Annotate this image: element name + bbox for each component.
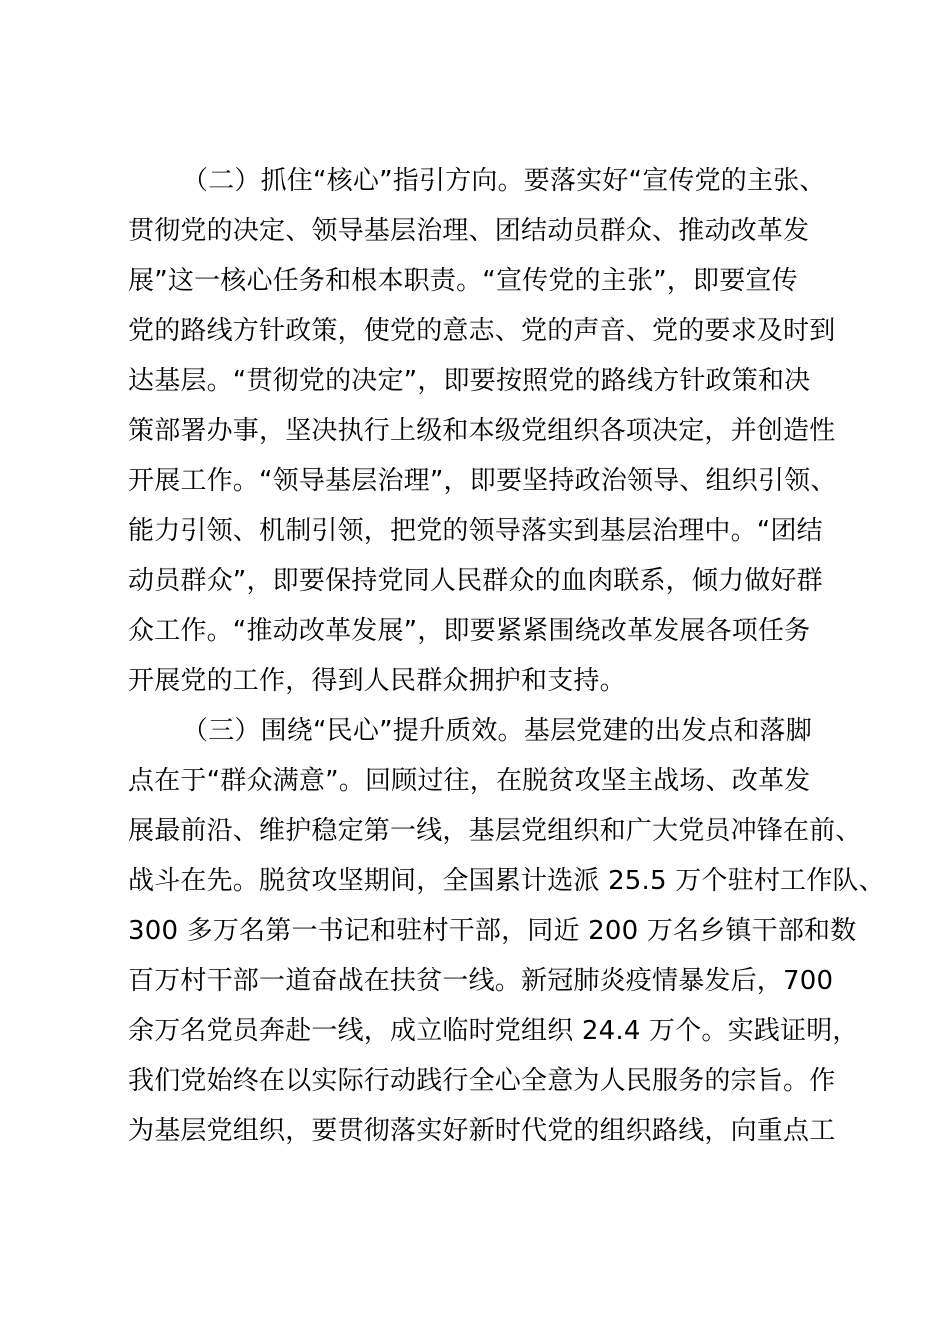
- paragraph-line: 战斗在先。脱贫攻坚期间，全国累计选派 25.5 万个驻村工作队、: [128, 866, 885, 896]
- paragraph-line: 策部署办事，坚决执行上级和本级党组织各项决定，并创造性: [128, 416, 836, 446]
- paragraph-line: 为基层党组织，要贯彻落实好新时代党的组织路线，向重点工: [128, 1116, 836, 1146]
- paragraph-line: 动员群众”，即要保持党同人民群众的血肉联系，倾力做好群: [128, 566, 823, 596]
- paragraph-public-support: [128, 706, 885, 1156]
- paragraph-line: 众工作。“推动改革发展”，即要紧紧围绕改革发展各项任务: [128, 616, 811, 646]
- paragraph-line: 我们党始终在以实际行动践行全心全意为人民服务的宗旨。作: [128, 1066, 836, 1096]
- paragraph-line: 党的路线方针政策，使党的意志、党的声音、党的要求及时到: [128, 316, 836, 346]
- paragraph-line: （二）抓住“核心”指引方向。要落实好“宣传党的主张、: [182, 166, 826, 196]
- paragraph-line: 点在于“群众满意”。回顾过往，在脱贫攻坚主战场、改革发: [128, 766, 811, 796]
- paragraph-line: 贯彻党的决定、领导基层治理、团结动员群众、推动改革发: [128, 216, 810, 246]
- paragraph-line: 展最前沿、维护稳定第一线，基层党组织和广大党员冲锋在前、: [128, 816, 862, 846]
- paragraph-core-direction: [128, 156, 848, 706]
- paragraph-line: 300 多万名第一书记和驻村干部，同近 200 万名乡镇干部和数: [128, 916, 857, 946]
- body-text: [128, 156, 885, 1156]
- paragraph-line: 余万名党员奔赴一线，成立临时党组织 24.4 万个。实践证明，: [128, 1016, 859, 1046]
- paragraph-line: （三）围绕“民心”提升质效。基层党建的出发点和落脚: [182, 716, 812, 746]
- paragraph-line: 达基层。“贯彻党的决定”，即要按照党的路线方针政策和决: [128, 366, 811, 396]
- paragraph-line: 百万村干部一道奋战在扶贫一线。新冠肺炎疫情暴发后，700: [128, 966, 834, 996]
- paragraph-line: 开展党的工作，得到人民群众拥护和支持。: [128, 666, 626, 696]
- paragraph-line: 能力引领、机制引领，把党的领导落实到基层治理中。“团结: [128, 516, 823, 546]
- paragraph-line: 展”这一核心任务和根本职责。“宣传党的主张”，即要宣传: [128, 266, 798, 296]
- paragraph-line: 开展工作。“领导基层治理”，即要坚持政治领导、组织引领、: [128, 466, 837, 496]
